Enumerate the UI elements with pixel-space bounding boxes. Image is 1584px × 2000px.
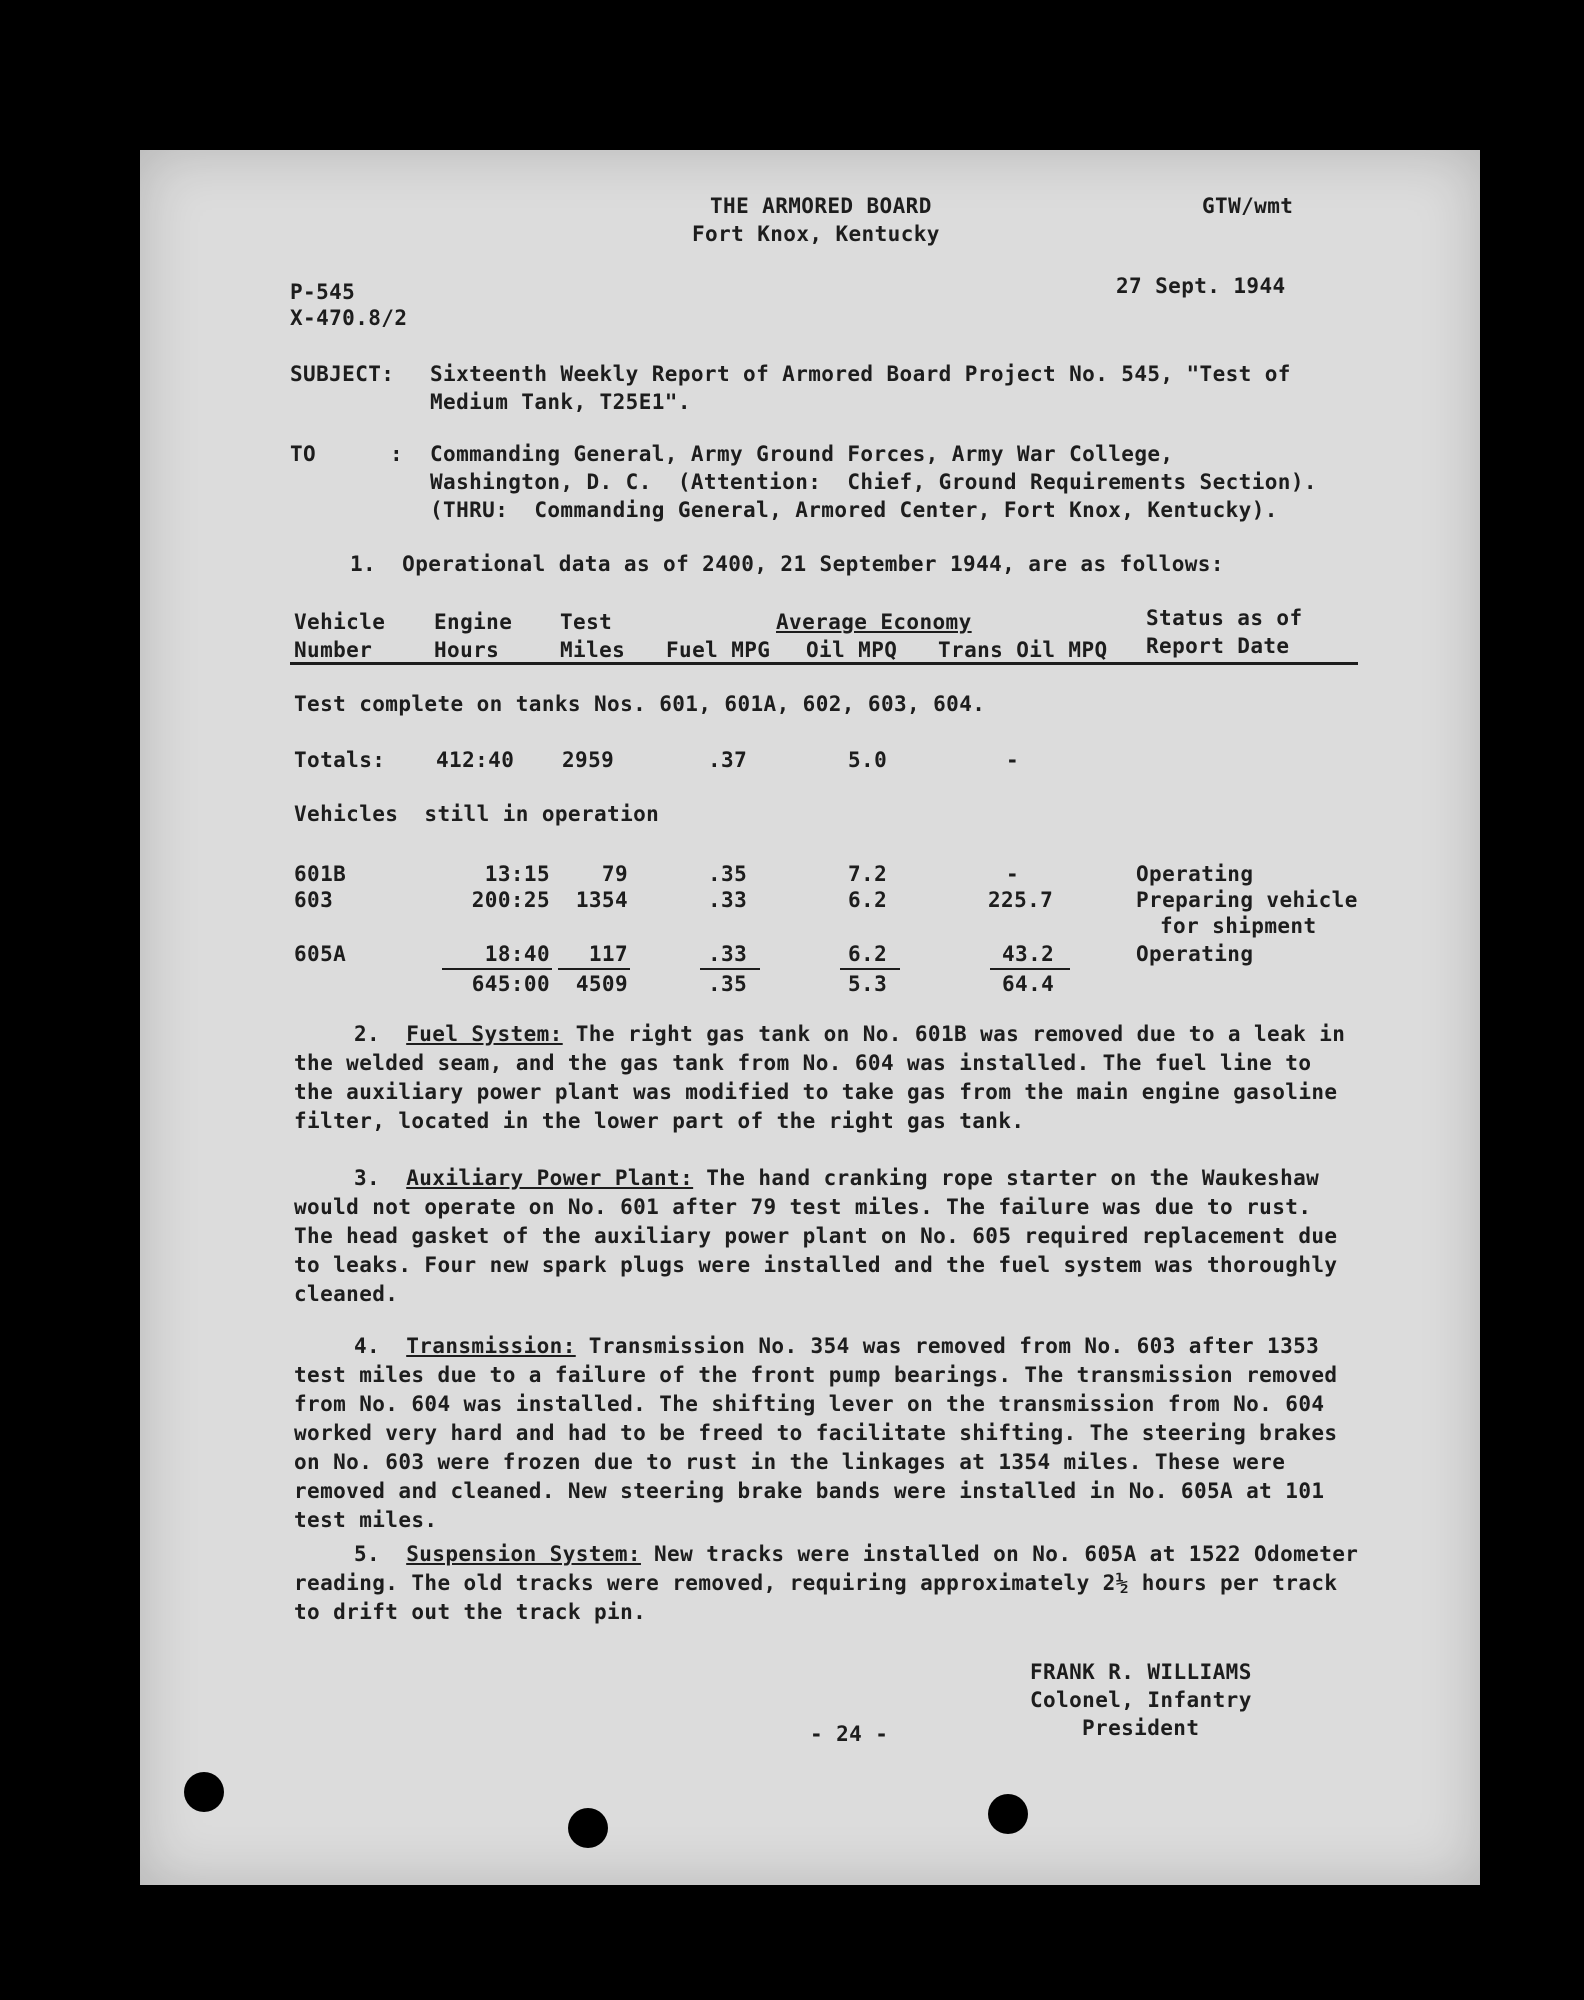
paragraph-3 xyxy=(294,1164,1360,1309)
col-header-status: Status as of xyxy=(1146,606,1303,630)
row-fuel: .33 xyxy=(708,888,748,912)
row-oil: 6.2 xyxy=(848,942,888,966)
file-number: P-545 xyxy=(290,280,356,304)
signature-title: President xyxy=(1082,1716,1200,1740)
subject-label: SUBJECT: xyxy=(290,362,395,386)
org-location: Fort Knox, Kentucky xyxy=(692,222,940,246)
col-header-average-economy: Average Economy xyxy=(776,610,972,634)
document-date: 27 Sept. 1944 xyxy=(1116,274,1286,298)
punch-hole-left xyxy=(184,1772,224,1812)
totals-miles: 2959 xyxy=(562,748,615,772)
subject-line-2: Medium Tank, T25E1". xyxy=(430,390,691,414)
to-label: TO xyxy=(290,442,317,466)
paragraph-5 xyxy=(294,1540,1360,1627)
to-line-2: Washington, D. C. (Attention: Chief, Ground Requirements Section). xyxy=(430,470,1317,494)
col-header-engine: Engine xyxy=(434,610,513,634)
row-status: Operating xyxy=(1136,942,1254,966)
row-status: Operating xyxy=(1136,862,1254,886)
still-note: Vehicles still in operation xyxy=(294,802,660,826)
row-oil: 6.2 xyxy=(848,888,888,912)
page-number: - 24 - xyxy=(810,1722,889,1746)
to-colon: : xyxy=(390,442,404,466)
sum-hours: 645:00 xyxy=(471,972,550,996)
row-fuel: .33 xyxy=(708,942,748,966)
paragraph-4 xyxy=(294,1332,1360,1535)
para-heading: Suspension System: xyxy=(406,1542,641,1566)
row-status: Preparing vehicle xyxy=(1136,888,1358,912)
totals-fuel: .37 xyxy=(708,748,748,772)
totals-label: Totals: xyxy=(294,748,386,772)
row-hours: 13:15 xyxy=(484,862,550,886)
row-trans: 225.7 xyxy=(988,888,1054,912)
row-trans: - xyxy=(1006,862,1020,886)
col-header-vehicle-2: Number xyxy=(294,638,373,662)
row-vehicle: 601B xyxy=(294,862,347,886)
col-header-status-2: Report Date xyxy=(1146,634,1290,658)
file-reference: X-470.8/2 xyxy=(290,306,408,330)
row-miles: 1354 xyxy=(575,888,628,912)
col-header-vehicle: Vehicle xyxy=(294,610,386,634)
para-text: Transmission No. 354 was removed from No. 603 after 1353 test miles due to a failure of the front pump bearings. The transmission removed from No. 604 was installed. The shifting lever on the transmission from No. 604 worked very hard and had to be freed to facilitate shifting. The steering brakes on No. 603 were frozen due to rust in the linkages at 1354 miles. These were removed and cleaned. New steering brake bands were installed in No. 605A at 101 test miles. xyxy=(294,1334,1338,1532)
para-text: New tracks were installed on No. 605A at 1522 Odometer reading. The old tracks were removed, requiring approximately 2½ hours per track to drift out the track pin. xyxy=(294,1542,1359,1624)
row-miles: 79 xyxy=(601,862,628,886)
col-header-oil: Oil MPQ xyxy=(806,638,898,662)
initials: GTW/wmt xyxy=(1202,194,1294,218)
punch-hole-center xyxy=(568,1808,608,1848)
para-number: 3. xyxy=(354,1166,381,1190)
row-fuel: .35 xyxy=(708,862,748,886)
totals-hours: 412:40 xyxy=(436,748,515,772)
para-heading: Transmission: xyxy=(406,1334,576,1358)
para-number: 4. xyxy=(354,1334,381,1358)
complete-note: Test complete on tanks Nos. 601, 601A, 602, 603, 604. xyxy=(294,692,986,716)
org-name: THE ARMORED BOARD xyxy=(710,194,932,218)
row-oil: 7.2 xyxy=(848,862,888,886)
signature-rank: Colonel, Infantry xyxy=(1030,1688,1252,1712)
para-number: 5. xyxy=(354,1542,381,1566)
sum-miles: 4509 xyxy=(575,972,628,996)
row-vehicle: 603 xyxy=(294,888,334,912)
para-heading: Auxiliary Power Plant: xyxy=(406,1166,694,1190)
para-text: The hand cranking rope starter on the Waukeshaw would not operate on No. 601 after 79 test miles. The failure was due to rust. The head gasket of the auxiliary power plant on No. 605 required replacement due to leaks. Four new spark plugs were installed and the fuel system was thoroughly cleaned. xyxy=(294,1166,1338,1306)
col-header-engine-2: Hours xyxy=(434,638,500,662)
totals-oil: 5.0 xyxy=(848,748,888,772)
row-hours: 18:40 xyxy=(484,942,550,966)
para-number: 2. xyxy=(354,1022,381,1046)
sum-fuel: .35 xyxy=(708,972,748,996)
col-header-test: Test xyxy=(560,610,613,634)
para-heading: Fuel System: xyxy=(406,1022,563,1046)
col-header-fuel: Fuel MPG xyxy=(666,638,771,662)
sum-trans: 64.4 xyxy=(1002,972,1055,996)
signature-name: FRANK R. WILLIAMS xyxy=(1030,1660,1252,1684)
row-miles: 117 xyxy=(588,942,628,966)
row-hours: 200:25 xyxy=(471,888,550,912)
sum-oil: 5.3 xyxy=(848,972,888,996)
paragraph-2 xyxy=(294,1020,1360,1136)
punch-hole-right xyxy=(988,1794,1028,1834)
document-page xyxy=(140,150,1480,1885)
to-line-3: (THRU: Commanding General, Armored Center, Fort Knox, Kentucky). xyxy=(430,498,1278,522)
totals-trans: - xyxy=(1006,748,1020,772)
col-header-test-2: Miles xyxy=(560,638,626,662)
row-status-cont: for shipment xyxy=(1160,914,1317,938)
row-vehicle: 605A xyxy=(294,942,347,966)
row-trans: 43.2 xyxy=(1002,942,1055,966)
subject-line-1: Sixteenth Weekly Report of Armored Board Project No. 545, "Test of xyxy=(430,362,1291,386)
header-rule xyxy=(290,662,1358,665)
para-text: The right gas tank on No. 601B was removed due to a leak in the welded seam, and the gas tank from No. 604 was installed. The fuel line to the auxiliary power plant was modified to take gas from the main engine gasoline filter, located in the lower part of the right gas tank. xyxy=(294,1022,1346,1133)
paragraph-1: 1. Operational data as of 2400, 21 September 1944, are as follows: xyxy=(350,552,1224,576)
to-line-1: Commanding General, Army Ground Forces, Army War College, xyxy=(430,442,1174,466)
col-header-trans: Trans Oil MPQ xyxy=(938,638,1108,662)
